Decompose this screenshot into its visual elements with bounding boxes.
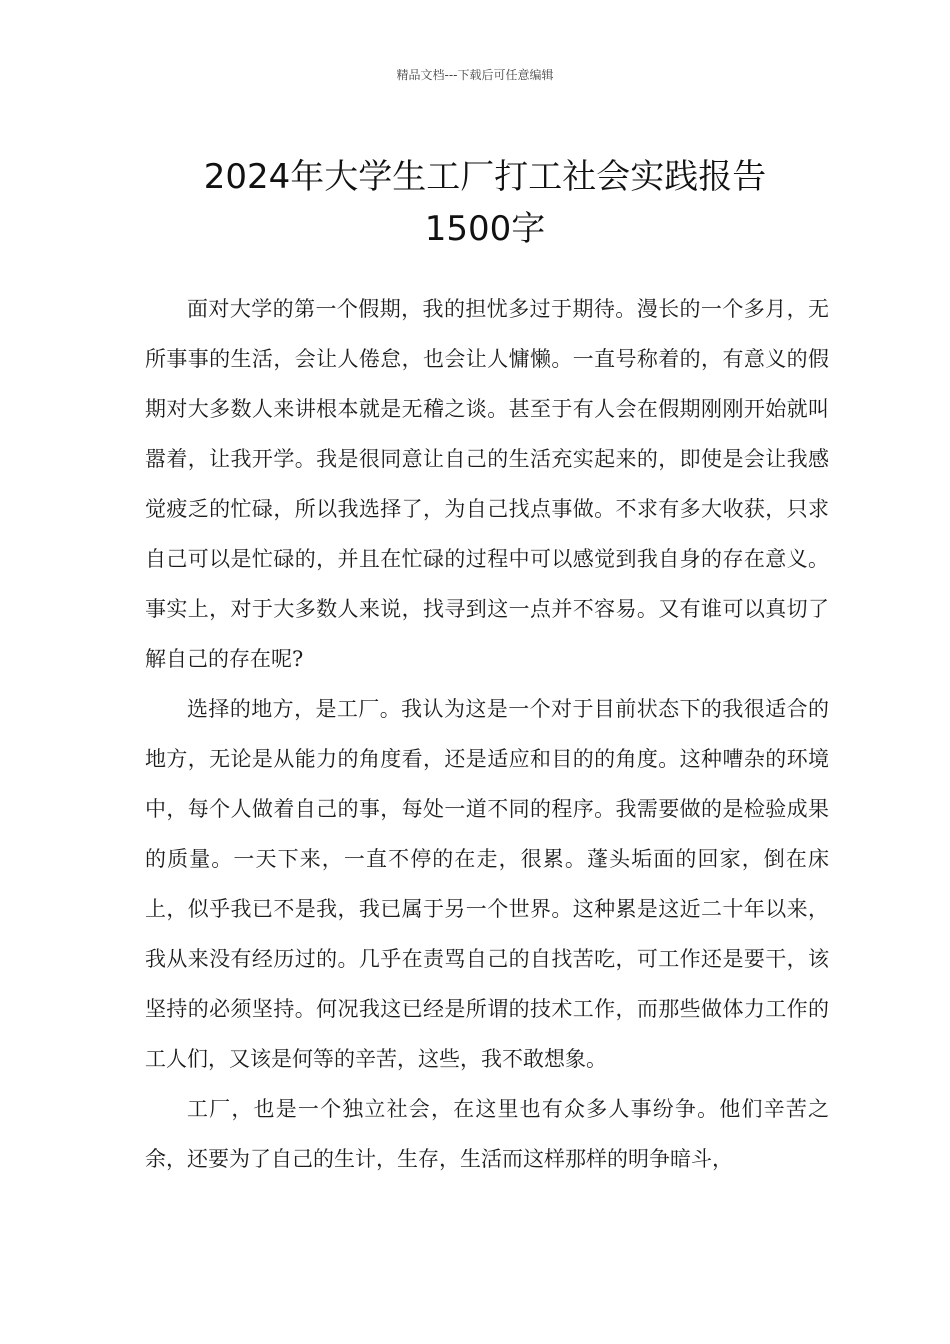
header-note: 精品文档---下载后可任意编辑 bbox=[396, 68, 554, 82]
title-line-1: 2024年大学生工厂打工社会实践报告 bbox=[203, 156, 767, 197]
paragraph: 选择的地方，是工厂。我认为这是一个对于目前状态下的我很适合的地方，无论是从能力的角度看，还是适应和目的的角度。这种嘈杂的环境中，每个人做着自己的事，每处一道不同的程序。我需要做的是检验成果的质量。一天下来，一直不停的在走，很累。蓬头垢面的回家，倒在床上，似乎我已不是我，我已属于另一个世界。这种累是这近二十年以来，我从来没有经历过的。几乎在责骂自己的自找苦吃，可工作还是要干，该坚持的必须坚持。何况我这已经是所谓的技术工作，而那些做体力工作的工人们，又该是何等的辛苦，这些，我不敢想象。 bbox=[145, 697, 829, 1071]
paragraph: 工厂，也是一个独立社会，在这里也有众多人事纷争。他们辛苦之余，还要为了自己的生计，生存，生活而这样那样的明争暗斗， bbox=[145, 1097, 829, 1171]
body-text bbox=[145, 284, 829, 1184]
paragraph: 面对大学的第一个假期，我的担忧多过于期待。漫长的一个多月，无所事事的生活，会让人倦怠，也会让人慵懒。一直号称着的，有意义的假期对大多数人来讲根本就是无稽之谈。甚至于有人会在假期刚刚开始就叫嚣着，让我开学。我是很同意让自己的生活充实起来的，即使是会让我感觉疲乏的忙碌，所以我选择了，为自己找点事做。不求有多大收获，只求自己可以是忙碌的，并且在忙碌的过程中可以感觉到我自身的存在意义。事实上，对于大多数人来说，找寻到这一点并不容易。又有谁可以真切了解自己的存在呢? bbox=[145, 297, 829, 671]
title-line-2: 1500字 bbox=[424, 208, 546, 249]
document-title bbox=[120, 151, 850, 255]
